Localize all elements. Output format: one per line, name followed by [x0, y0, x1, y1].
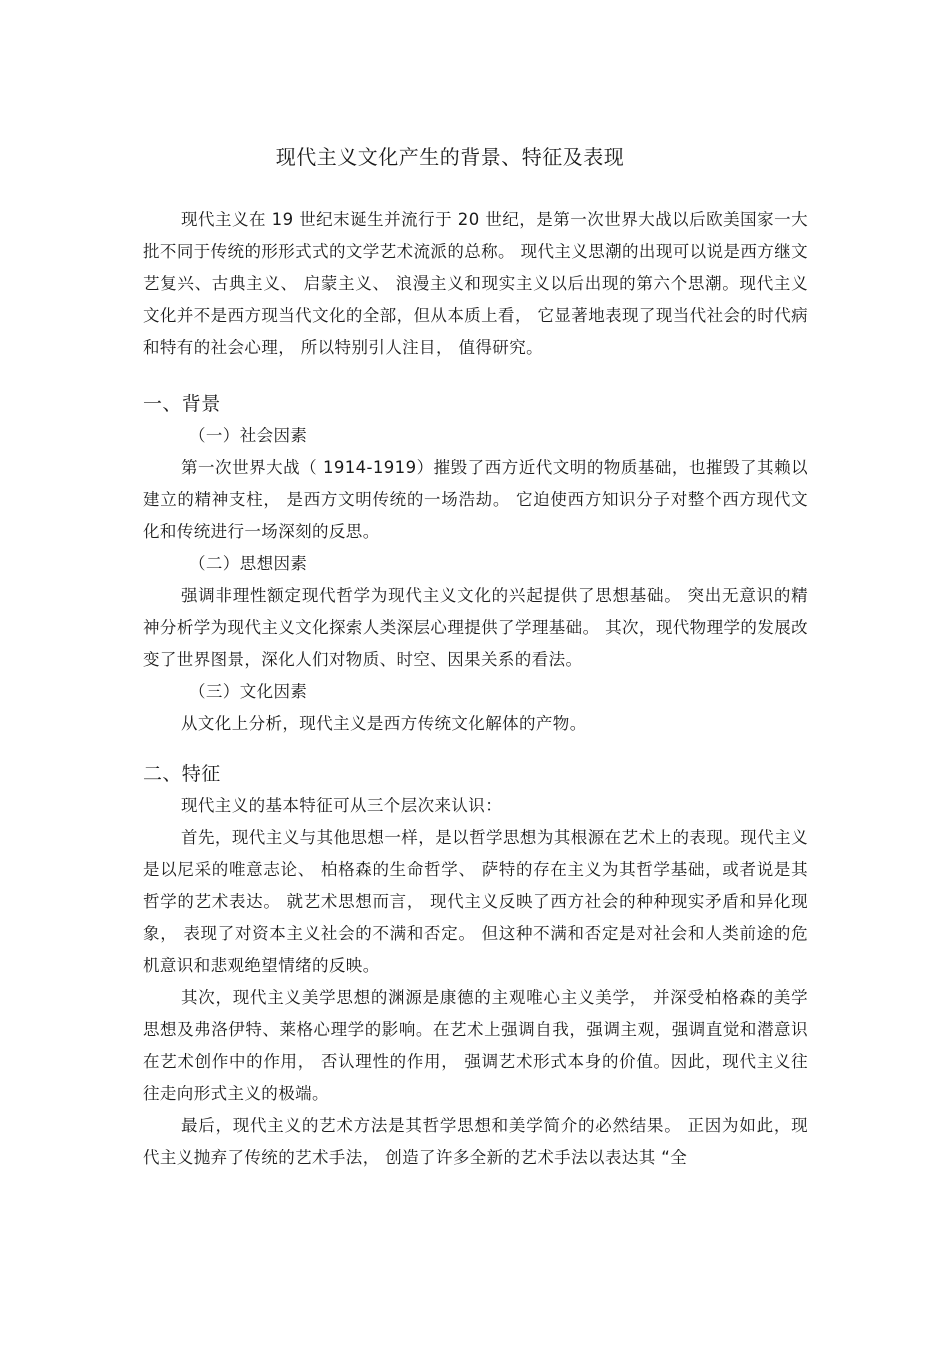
document-body	[143, 204, 808, 1174]
paragraph-features-third: 最后，现代主义的艺术方法是其哲学思想和美学简介的必然结果。 正因为如此，现代主义抛弃了传统的艺术手法， 创造了许多全新的艺术手法以表达其 “全	[143, 1116, 808, 1167]
section-heading-features: 二、特征	[143, 763, 221, 785]
intro-paragraph: 现代主义在 19 世纪末诞生并流行于 20 世纪，是第一次世界大战以后欧美国家一大批不同于传统的形形式式的文学艺术流派的总称。 现代主义思潮的出现可以说是西方继文艺复兴、古典主义、 启蒙主义、 浪漫主义和现实主义以后出现的第六个思潮。现代主义文化并不是西方现当代文化的全部，但从本质上看， 它显著地表现了现当代社会的时代病和特有的社会心理， 所以特别引人注目， 值得研究。	[143, 210, 808, 357]
spacer	[143, 364, 808, 388]
spacer	[143, 740, 808, 758]
paragraph-features-second: 其次，现代主义美学思想的渊源是康德的主观唯心主义美学， 并深受柏格森的美学思想及弗洛伊特、莱格心理学的影响。在艺术上强调自我，强调主观，强调直觉和潜意识在艺术创作中的作用， 否认理性的作用， 强调艺术形式本身的价值。因此，现代主义往往走向形式主义的极端。	[143, 988, 808, 1103]
paragraph-social: 第一次世界大战（ 1914-1919）摧毁了西方近代文明的物质基础，也摧毁了其赖以建立的精神支柱， 是西方文明传统的一场浩劫。 它迫使西方知识分子对整个西方现代文化和传统进行一场深刻的反思。	[143, 458, 808, 541]
paragraph-culture: 从文化上分析，现代主义是西方传统文化解体的产物。	[181, 714, 587, 733]
subheading-thought: （二）思想因素	[189, 554, 308, 573]
document-title: 现代主义文化产生的背景、特征及表现	[275, 145, 625, 169]
subheading-culture: （三）文化因素	[189, 682, 308, 701]
paragraph-features-first: 首先，现代主义与其他思想一样，是以哲学思想为其根源在艺术上的表现。现代主义是以尼采的唯意志论、 柏格森的生命哲学、 萨特的存在主义为其哲学基础，或者说是其哲学的艺术表达。 就艺术思想而言， 现代主义反映了西方社会的种种现实矛盾和异化现象， 表现了对资本主义社会的不满和否定。 但这种不满和否定是对社会和人类前途的危机意识和悲观绝望情绪的反映。	[143, 828, 808, 975]
section-heading-background: 一、背景	[143, 393, 221, 415]
subheading-social: （一）社会因素	[189, 426, 308, 445]
paragraph-features-lead: 现代主义的基本特征可从三个层次来认识：	[181, 796, 503, 815]
paragraph-thought: 强调非理性额定现代哲学为现代主义文化的兴起提供了思想基础。 突出无意识的精神分析学为现代主义文化探索人类深层心理提供了学理基础。 其次，现代物理学的发展改变了世界图景，深化人们对物质、时空、因果关系的看法。	[143, 586, 808, 669]
